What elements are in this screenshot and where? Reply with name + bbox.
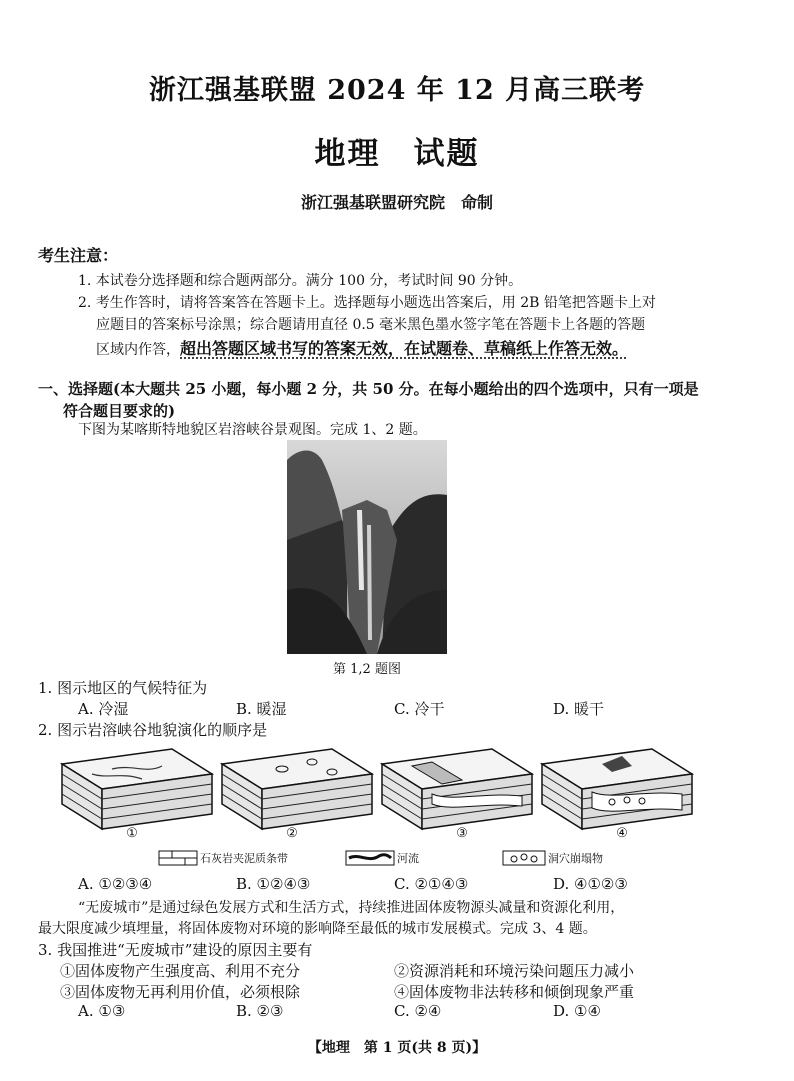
question-3-item-3: ③固体废物无再利用价值，必须根除 <box>60 983 301 1001</box>
legend-debris-symbol <box>502 848 546 868</box>
karst-canyon-photo <box>287 440 447 654</box>
karst-canyon-illustration <box>287 440 447 654</box>
question-3-option-c: C. ②④ <box>394 1002 442 1020</box>
notice-item-2-line-3-start: 区域内作答， <box>96 342 180 358</box>
question-3-item-4: ④固体废物非法转移和倾倒现象严重 <box>394 983 635 1001</box>
notice-item-2-line-2: 应题目的答案标号涂黑；综合题请用直径 0.5 毫米黑色墨水签字笔在答题卡上各题的答题 <box>96 317 646 333</box>
legend-limestone-label: 石灰岩夹泥质条带 <box>200 852 288 865</box>
question-2-option-b: B. ①②④③ <box>236 875 311 893</box>
figure-caption: 第 1,2 题图 <box>333 662 401 677</box>
section-heading-line-2: 符合题目要求的) <box>63 402 176 420</box>
question-1-option-a: A. 冷湿 <box>78 700 129 718</box>
question-3-option-b: B. ②③ <box>236 1002 284 1020</box>
notice-item-2-line-1: 2. 考生作答时，请将答案答在答题卡上。选择题每小题选出答案后，用 2B 铅笔把答题卡上对 <box>78 295 656 311</box>
legend-debris-label: 洞穴崩塌物 <box>548 852 603 865</box>
passage-2-line-1: “无废城市”是通过绿色发展方式和生活方式，持续推进固体废物源头减量和资源化利用， <box>78 900 625 916</box>
notice-item-1: 1. 本试卷分选择题和综合题两部分。满分 100 分，考试时间 90 分钟。 <box>78 273 523 289</box>
passage-1-intro: 下图为某喀斯特地貌区岩溶峡谷景观图。完成 1、2 题。 <box>78 422 427 438</box>
question-1-stem: 1. 图示地区的气候特征为 <box>38 679 208 697</box>
page-footer: 【地理 第 1 页(共 8 页)】 <box>307 1040 487 1056</box>
subject-title: 地理 试题 <box>314 136 480 172</box>
passage-2-line-2: 最大限度减少填埋量，将固体废物对环境的影响降至最低的城市发展模式。完成 3、4 题。 <box>38 921 597 937</box>
evolution-diagram-1 <box>52 744 220 832</box>
diagram-label-4: ④ <box>616 826 628 841</box>
question-1-option-d: D. 暖干 <box>553 700 605 718</box>
question-3-stem: 3. 我国推进“无废城市”建设的原因主要有 <box>38 941 313 959</box>
notice-emphasis: 超出答题区域书写的答案无效，在试题卷、草稿纸上作答无效。 <box>180 339 629 358</box>
question-2-option-c: C. ②①④③ <box>394 875 469 893</box>
question-2-option-d: D. ④①②③ <box>553 875 628 893</box>
question-3-item-2: ②资源消耗和环境污染问题压力减小 <box>394 962 635 980</box>
exam-title: 浙江强基联盟 2024 年 12 月高三联考 <box>148 75 646 106</box>
author-line: 浙江强基联盟研究院 命制 <box>300 193 493 212</box>
evolution-diagram-4 <box>532 744 700 832</box>
legend-river-symbol <box>345 848 395 868</box>
question-2-stem: 2. 图示岩溶峡谷地貌演化的顺序是 <box>38 721 268 739</box>
question-1-option-c: C. 冷干 <box>394 700 445 718</box>
evolution-diagram-2 <box>212 744 380 832</box>
notice-item-2-line-3 <box>96 336 628 359</box>
diagram-label-2: ② <box>286 826 298 841</box>
question-2-option-a: A. ①②③④ <box>78 875 153 893</box>
diagram-label-3: ③ <box>456 826 468 841</box>
diagram-label-1: ① <box>126 826 138 841</box>
question-3-item-1: ①固体废物产生强度高、利用不充分 <box>60 962 301 980</box>
legend-limestone-symbol <box>158 848 198 868</box>
question-3-option-d: D. ①④ <box>553 1002 601 1020</box>
notice-heading: 考生注意： <box>38 246 119 265</box>
question-1-option-b: B. 暖湿 <box>236 700 287 718</box>
section-heading-line-1: 一、选择题(本大题共 25 小题，每小题 2 分，共 50 分。在每小题给出的四个选项中，只有一项是 <box>38 380 699 398</box>
evolution-diagram-3 <box>372 744 540 832</box>
legend-river-label: 河流 <box>397 852 419 865</box>
question-3-option-a: A. ①③ <box>78 1002 126 1020</box>
